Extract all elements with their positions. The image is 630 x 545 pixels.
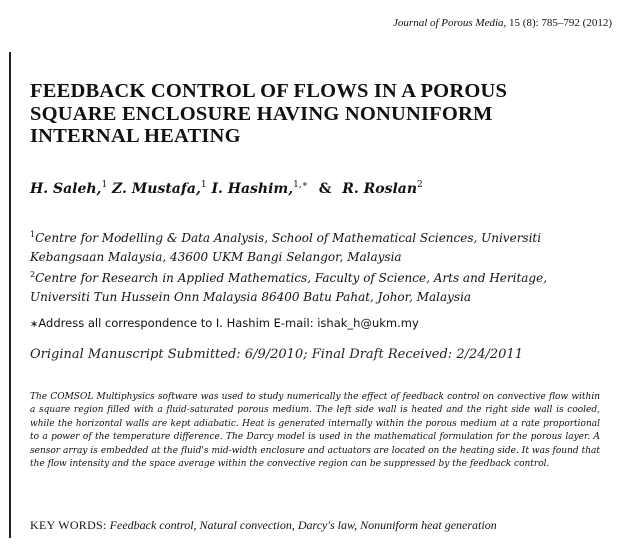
correspondence-star: ∗ xyxy=(30,319,39,330)
title-line: INTERNAL HEATING xyxy=(30,125,241,147)
affiliation-text: Centre for Research in Applied Mathematics, Faculty of Science, Arts and Heritage, Universiti Tun Hussein Onn Malaysia 86400 Batu Pahat, Johor, Malaysia xyxy=(30,271,548,304)
author-list xyxy=(30,180,423,197)
author-affiliation-mark: 1,∗ xyxy=(293,180,308,190)
author-separator: & xyxy=(318,181,332,197)
affiliation xyxy=(30,265,605,307)
affiliation-mark: 1 xyxy=(30,230,36,239)
correspondence-note xyxy=(30,316,419,330)
keywords-list: Feedback control, Natural convection, Darcy's law, Nonuniform heat generation xyxy=(109,518,497,532)
journal-name: Journal of Porous Media xyxy=(393,17,504,29)
title-line: SQUARE ENCLOSURE HAVING NONUNIFORM xyxy=(30,102,493,125)
affiliation-text: Centre for Modelling & Data Analysis, School of Mathematical Sciences, Universiti Kebangsaan Malaysia, 43600 UKM Bangi Selangor, Malaysia xyxy=(30,231,542,264)
journal-citation xyxy=(393,17,612,29)
left-margin-rule xyxy=(9,52,11,538)
abstract: The COMSOL Multiphysics software was used to study numerically the effect of feedback control on convective flow within a square region filled with a fluid-saturated porous medium. The left side wall is heated and the right side wall is cooled, while the horizontal walls are kept adiabatic. Heat is generated internally within the porous medium at a rate proportional to a power of the temperature difference. The Darcy model is used in the mathematical formulation for the porous layer. A sensor array is embedded at the fluid's mid-width enclosure and actuators are located on the heating side. It was found that the flow intensity and the space average within the convective region can be suppressed by the feedback control. xyxy=(30,392,600,470)
affiliation xyxy=(30,225,605,267)
submission-dates: Original Manuscript Submitted: 6/9/2010; Final Draft Received: 2/24/2011 xyxy=(30,347,523,362)
title-line: FEEDBACK CONTROL OF FLOWS IN A POROUS xyxy=(30,80,508,102)
author-affiliation-mark: 1 xyxy=(200,180,207,190)
author-name: H. Saleh, xyxy=(30,181,102,197)
journal-details: , 15 (8): 785–792 (2012) xyxy=(503,17,612,29)
author-name: I. Hashim, xyxy=(211,181,294,197)
correspondence-text: Address all correspondence to I. Hashim E-mail: ishak_h@ukm.my xyxy=(38,316,419,330)
paper-title xyxy=(30,80,590,148)
keywords xyxy=(30,518,497,533)
author-name: R. Roslan xyxy=(342,181,418,197)
author-name: Z. Mustafa, xyxy=(112,181,201,197)
author-affiliation-mark: 2 xyxy=(417,180,423,190)
author-affiliation-mark: 1 xyxy=(101,180,108,190)
affiliation-mark: 2 xyxy=(30,270,36,279)
keywords-label: KEY WORDS: xyxy=(30,518,107,532)
